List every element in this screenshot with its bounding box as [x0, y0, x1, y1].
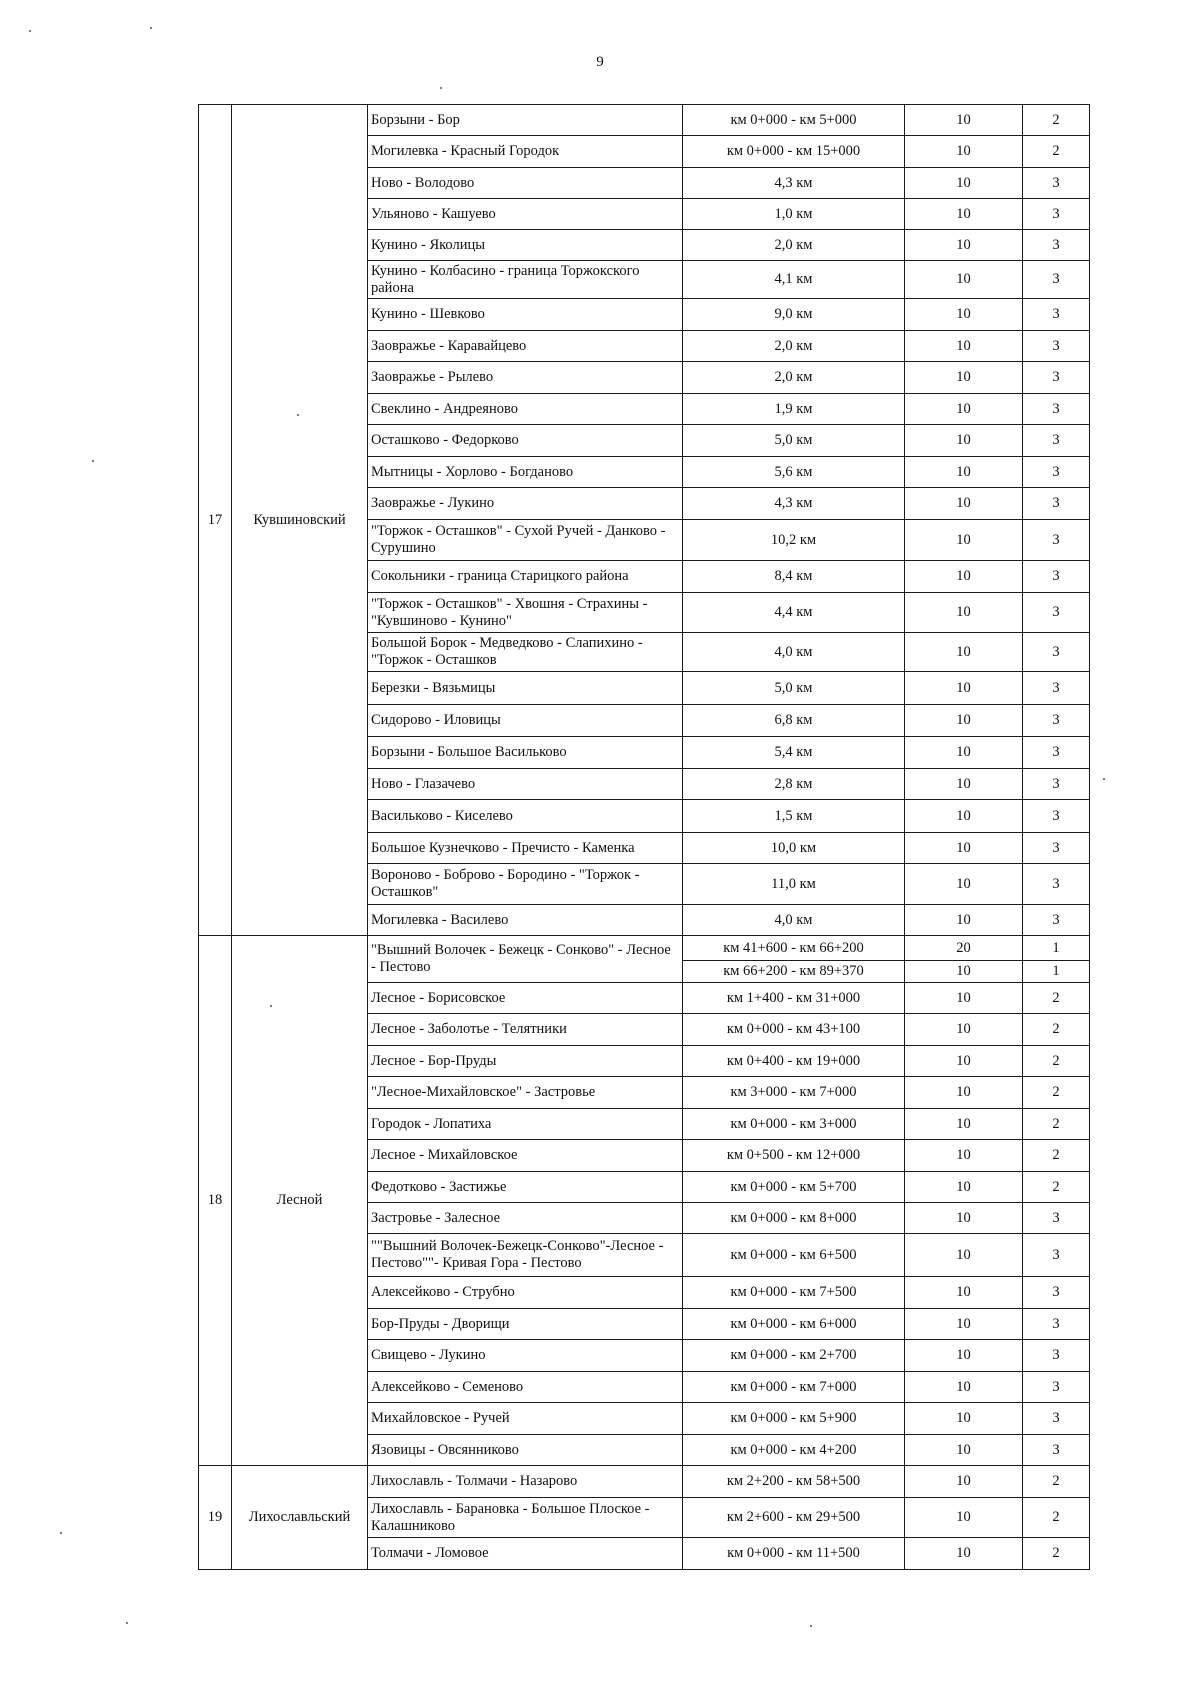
road-name-cell: Могилевка - Василево — [368, 905, 683, 936]
road-name-cell: Большое Кузнечково - Пречисто - Каменка — [368, 833, 683, 864]
length-cell: 1,9 км — [683, 394, 905, 425]
category-cell: 3 — [1023, 457, 1090, 488]
width-cell: 10 — [905, 105, 1023, 136]
page-number: 9 — [596, 54, 604, 70]
length-cell: 1,0 км — [683, 199, 905, 230]
category-cell: 1 — [1023, 961, 1090, 983]
road-name-cell: Ново - Глазачево — [368, 769, 683, 800]
width-cell: 10 — [905, 672, 1023, 705]
length-cell: 11,0 км — [683, 864, 905, 905]
category-cell: 3 — [1023, 1340, 1090, 1372]
length-cell: 2,0 км — [683, 230, 905, 261]
scan-speck — [270, 1005, 272, 1007]
category-cell: 3 — [1023, 1403, 1090, 1435]
length-cell: км 0+500 - км 12+000 — [683, 1140, 905, 1172]
category-cell: 2 — [1023, 1014, 1090, 1046]
category-cell: 3 — [1023, 864, 1090, 905]
road-name-cell: Федотково - Застижье — [368, 1172, 683, 1203]
category-cell: 3 — [1023, 1234, 1090, 1277]
length-cell: 5,6 км — [683, 457, 905, 488]
road-name-cell: Лихославль - Толмачи - Назарово — [368, 1466, 683, 1498]
category-cell: 3 — [1023, 1435, 1090, 1466]
road-name-cell: Кунино - Шевково — [368, 299, 683, 331]
length-cell: 9,0 км — [683, 299, 905, 331]
road-name-cell: Мытницы - Хорлово - Богданово — [368, 457, 683, 488]
category-cell: 2 — [1023, 1140, 1090, 1172]
road-name-cell: ""Вышний Волочек-Бежецк-Сонково"-Лесное - Пестово""- Кривая Гора - Пестово — [368, 1234, 683, 1277]
width-cell: 10 — [905, 394, 1023, 425]
width-cell: 10 — [905, 1014, 1023, 1046]
width-cell: 10 — [905, 1140, 1023, 1172]
length-cell: 4,3 км — [683, 168, 905, 199]
category-cell: 2 — [1023, 1109, 1090, 1140]
road-name-cell: Могилевка - Красный Городок — [368, 136, 683, 168]
width-cell: 10 — [905, 488, 1023, 520]
length-cell: 4,0 км — [683, 905, 905, 936]
length-cell: км 0+000 - км 5+000 — [683, 105, 905, 136]
length-cell: 4,4 км — [683, 593, 905, 633]
road-name-cell: Осташково - Федорково — [368, 425, 683, 457]
width-cell: 10 — [905, 1466, 1023, 1498]
road-name-cell: Сидорово - Иловицы — [368, 705, 683, 737]
scan-speck — [810, 1625, 812, 1627]
district-cell: Лесной — [232, 936, 368, 1466]
table-row — [199, 105, 1090, 136]
width-cell: 10 — [905, 800, 1023, 833]
category-cell: 1 — [1023, 936, 1090, 961]
width-cell: 10 — [905, 633, 1023, 672]
road-name-cell: Лесное - Михайловское — [368, 1140, 683, 1172]
category-cell: 3 — [1023, 1309, 1090, 1340]
road-name-cell: Лесное - Борисовское — [368, 983, 683, 1014]
category-cell: 2 — [1023, 1046, 1090, 1077]
table-row — [199, 936, 1090, 961]
scan-speck — [29, 30, 31, 32]
road-name-cell: Ульяново - Кашуево — [368, 199, 683, 230]
category-cell: 3 — [1023, 299, 1090, 331]
length-cell: км 0+000 - км 6+000 — [683, 1309, 905, 1340]
width-cell: 10 — [905, 905, 1023, 936]
road-name-cell: Заовражье - Лукино — [368, 488, 683, 520]
width-cell: 10 — [905, 136, 1023, 168]
category-cell: 3 — [1023, 905, 1090, 936]
length-cell: 4,0 км — [683, 633, 905, 672]
road-name-cell: "Вышний Волочек - Бежецк - Сонково" - Лесное - Пестово — [368, 936, 683, 983]
row-number-cell: 17 — [199, 105, 232, 936]
width-cell: 10 — [905, 425, 1023, 457]
width-cell: 10 — [905, 983, 1023, 1014]
category-cell: 3 — [1023, 394, 1090, 425]
width-cell: 10 — [905, 230, 1023, 261]
width-cell: 10 — [905, 1340, 1023, 1372]
width-cell: 10 — [905, 961, 1023, 983]
length-cell: км 0+000 - км 2+700 — [683, 1340, 905, 1372]
width-cell: 10 — [905, 168, 1023, 199]
category-cell: 3 — [1023, 800, 1090, 833]
width-cell: 10 — [905, 1498, 1023, 1538]
category-cell: 3 — [1023, 593, 1090, 633]
district-cell: Лихославльский — [232, 1466, 368, 1570]
category-cell: 3 — [1023, 705, 1090, 737]
road-name-cell: Вороново - Боброво - Бородино - "Торжок - Осташков" — [368, 864, 683, 905]
length-cell: км 0+000 - км 7+500 — [683, 1277, 905, 1309]
width-cell: 10 — [905, 1538, 1023, 1570]
length-cell: 2,0 км — [683, 362, 905, 394]
length-cell: 6,8 км — [683, 705, 905, 737]
width-cell: 10 — [905, 705, 1023, 737]
road-name-cell: Лесное - Заболотье - Телятники — [368, 1014, 683, 1046]
width-cell: 10 — [905, 1109, 1023, 1140]
width-cell: 10 — [905, 593, 1023, 633]
road-name-cell: Толмачи - Ломовое — [368, 1538, 683, 1570]
length-cell: км 0+000 - км 15+000 — [683, 136, 905, 168]
row-number-cell: 18 — [199, 936, 232, 1466]
road-name-cell: Свищево - Лукино — [368, 1340, 683, 1372]
length-cell: км 0+000 - км 11+500 — [683, 1538, 905, 1570]
road-name-cell: Язовицы - Овсянниково — [368, 1435, 683, 1466]
length-cell: 2,0 км — [683, 331, 905, 362]
road-name-cell: Свеклино - Андреяново — [368, 394, 683, 425]
length-cell: км 3+000 - км 7+000 — [683, 1077, 905, 1109]
length-cell: км 2+600 - км 29+500 — [683, 1498, 905, 1538]
road-name-cell: Бор-Пруды - Дворищи — [368, 1309, 683, 1340]
length-cell: 4,3 км — [683, 488, 905, 520]
width-cell: 20 — [905, 936, 1023, 961]
length-cell: 4,1 км — [683, 261, 905, 299]
road-name-cell: Алексейково - Струбно — [368, 1277, 683, 1309]
scan-speck — [1103, 778, 1105, 780]
category-cell: 2 — [1023, 1498, 1090, 1538]
category-cell: 3 — [1023, 425, 1090, 457]
roads-table-wrapper — [198, 104, 1089, 1570]
width-cell: 10 — [905, 1234, 1023, 1277]
category-cell: 2 — [1023, 105, 1090, 136]
category-cell: 3 — [1023, 199, 1090, 230]
district-cell: Кувшиновский — [232, 105, 368, 936]
length-cell: км 0+000 - км 5+700 — [683, 1172, 905, 1203]
length-cell: км 0+000 - км 5+900 — [683, 1403, 905, 1435]
category-cell: 2 — [1023, 983, 1090, 1014]
category-cell: 3 — [1023, 1372, 1090, 1403]
width-cell: 10 — [905, 1172, 1023, 1203]
category-cell: 3 — [1023, 168, 1090, 199]
width-cell: 10 — [905, 864, 1023, 905]
road-name-cell: Борзыни - Бор — [368, 105, 683, 136]
length-cell: 2,8 км — [683, 769, 905, 800]
roads-table — [198, 104, 1090, 1570]
scan-speck — [60, 1532, 62, 1534]
length-cell: км 0+000 - км 43+100 — [683, 1014, 905, 1046]
width-cell: 10 — [905, 1372, 1023, 1403]
road-name-cell: Большой Борок - Медведково - Слапихино - "Торжок - Осташков — [368, 633, 683, 672]
category-cell: 2 — [1023, 1538, 1090, 1570]
length-cell: 5,0 км — [683, 425, 905, 457]
length-cell: км 0+000 - км 6+500 — [683, 1234, 905, 1277]
category-cell: 3 — [1023, 261, 1090, 299]
category-cell: 3 — [1023, 833, 1090, 864]
road-name-cell: Кунино - Яколицы — [368, 230, 683, 261]
category-cell: 2 — [1023, 136, 1090, 168]
road-name-cell: Березки - Вязьмицы — [368, 672, 683, 705]
category-cell: 3 — [1023, 633, 1090, 672]
category-cell: 3 — [1023, 1203, 1090, 1234]
length-cell: км 1+400 - км 31+000 — [683, 983, 905, 1014]
scan-speck — [150, 27, 152, 29]
length-cell: км 41+600 - км 66+200 — [683, 936, 905, 961]
width-cell: 10 — [905, 261, 1023, 299]
road-name-cell: Городок - Лопатиха — [368, 1109, 683, 1140]
width-cell: 10 — [905, 520, 1023, 561]
category-cell: 3 — [1023, 362, 1090, 394]
road-name-cell: Васильково - Киселево — [368, 800, 683, 833]
road-name-cell: Сокольники - граница Старицкого района — [368, 561, 683, 593]
length-cell: 10,2 км — [683, 520, 905, 561]
road-name-cell: Борзыни - Большое Васильково — [368, 737, 683, 769]
category-cell: 2 — [1023, 1466, 1090, 1498]
width-cell: 10 — [905, 199, 1023, 230]
width-cell: 10 — [905, 362, 1023, 394]
width-cell: 10 — [905, 1277, 1023, 1309]
width-cell: 10 — [905, 833, 1023, 864]
category-cell: 3 — [1023, 488, 1090, 520]
length-cell: км 0+000 - км 7+000 — [683, 1372, 905, 1403]
road-name-cell: Ново - Володово — [368, 168, 683, 199]
scan-speck — [297, 414, 299, 416]
road-name-cell: "Торжок - Осташков" - Сухой Ручей - Данково - Сурушино — [368, 520, 683, 561]
length-cell: 10,0 км — [683, 833, 905, 864]
category-cell: 3 — [1023, 1277, 1090, 1309]
road-name-cell: Лихославль - Барановка - Большое Плоское - Калашниково — [368, 1498, 683, 1538]
width-cell: 10 — [905, 769, 1023, 800]
category-cell: 3 — [1023, 561, 1090, 593]
scan-speck — [92, 460, 94, 462]
row-number-cell: 19 — [199, 1466, 232, 1570]
width-cell: 10 — [905, 299, 1023, 331]
road-name-cell: Алексейково - Семеново — [368, 1372, 683, 1403]
length-cell: км 0+000 - км 8+000 — [683, 1203, 905, 1234]
road-name-cell: Лесное - Бор-Пруды — [368, 1046, 683, 1077]
width-cell: 10 — [905, 1403, 1023, 1435]
category-cell: 3 — [1023, 672, 1090, 705]
length-cell: 1,5 км — [683, 800, 905, 833]
road-name-cell: "Торжок - Осташков" - Хвошня - Страхины - "Кувшиново - Кунино" — [368, 593, 683, 633]
road-name-cell: Застровье - Залесное — [368, 1203, 683, 1234]
scan-speck — [440, 87, 442, 89]
category-cell: 3 — [1023, 769, 1090, 800]
length-cell: 5,0 км — [683, 672, 905, 705]
length-cell: км 2+200 - км 58+500 — [683, 1466, 905, 1498]
scan-speck — [126, 1622, 128, 1624]
category-cell: 3 — [1023, 520, 1090, 561]
category-cell: 3 — [1023, 737, 1090, 769]
category-cell: 2 — [1023, 1172, 1090, 1203]
category-cell: 2 — [1023, 1077, 1090, 1109]
road-name-cell: Михайловское - Ручей — [368, 1403, 683, 1435]
length-cell: км 0+400 - км 19+000 — [683, 1046, 905, 1077]
width-cell: 10 — [905, 737, 1023, 769]
length-cell: 8,4 км — [683, 561, 905, 593]
road-name-cell: Кунино - Колбасино - граница Торжокского района — [368, 261, 683, 299]
width-cell: 10 — [905, 331, 1023, 362]
width-cell: 10 — [905, 1435, 1023, 1466]
width-cell: 10 — [905, 1203, 1023, 1234]
width-cell: 10 — [905, 1077, 1023, 1109]
length-cell: 5,4 км — [683, 737, 905, 769]
length-cell: км 0+000 - км 3+000 — [683, 1109, 905, 1140]
width-cell: 10 — [905, 457, 1023, 488]
road-name-cell: Заовражье - Каравайцево — [368, 331, 683, 362]
width-cell: 10 — [905, 561, 1023, 593]
length-cell: км 0+000 - км 4+200 — [683, 1435, 905, 1466]
category-cell: 3 — [1023, 331, 1090, 362]
width-cell: 10 — [905, 1046, 1023, 1077]
road-name-cell: "Лесное-Михайловское" - Застровье — [368, 1077, 683, 1109]
width-cell: 10 — [905, 1309, 1023, 1340]
road-name-cell: Заовражье - Рылево — [368, 362, 683, 394]
length-cell: км 66+200 - км 89+370 — [683, 961, 905, 983]
table-row — [199, 1466, 1090, 1498]
category-cell: 3 — [1023, 230, 1090, 261]
